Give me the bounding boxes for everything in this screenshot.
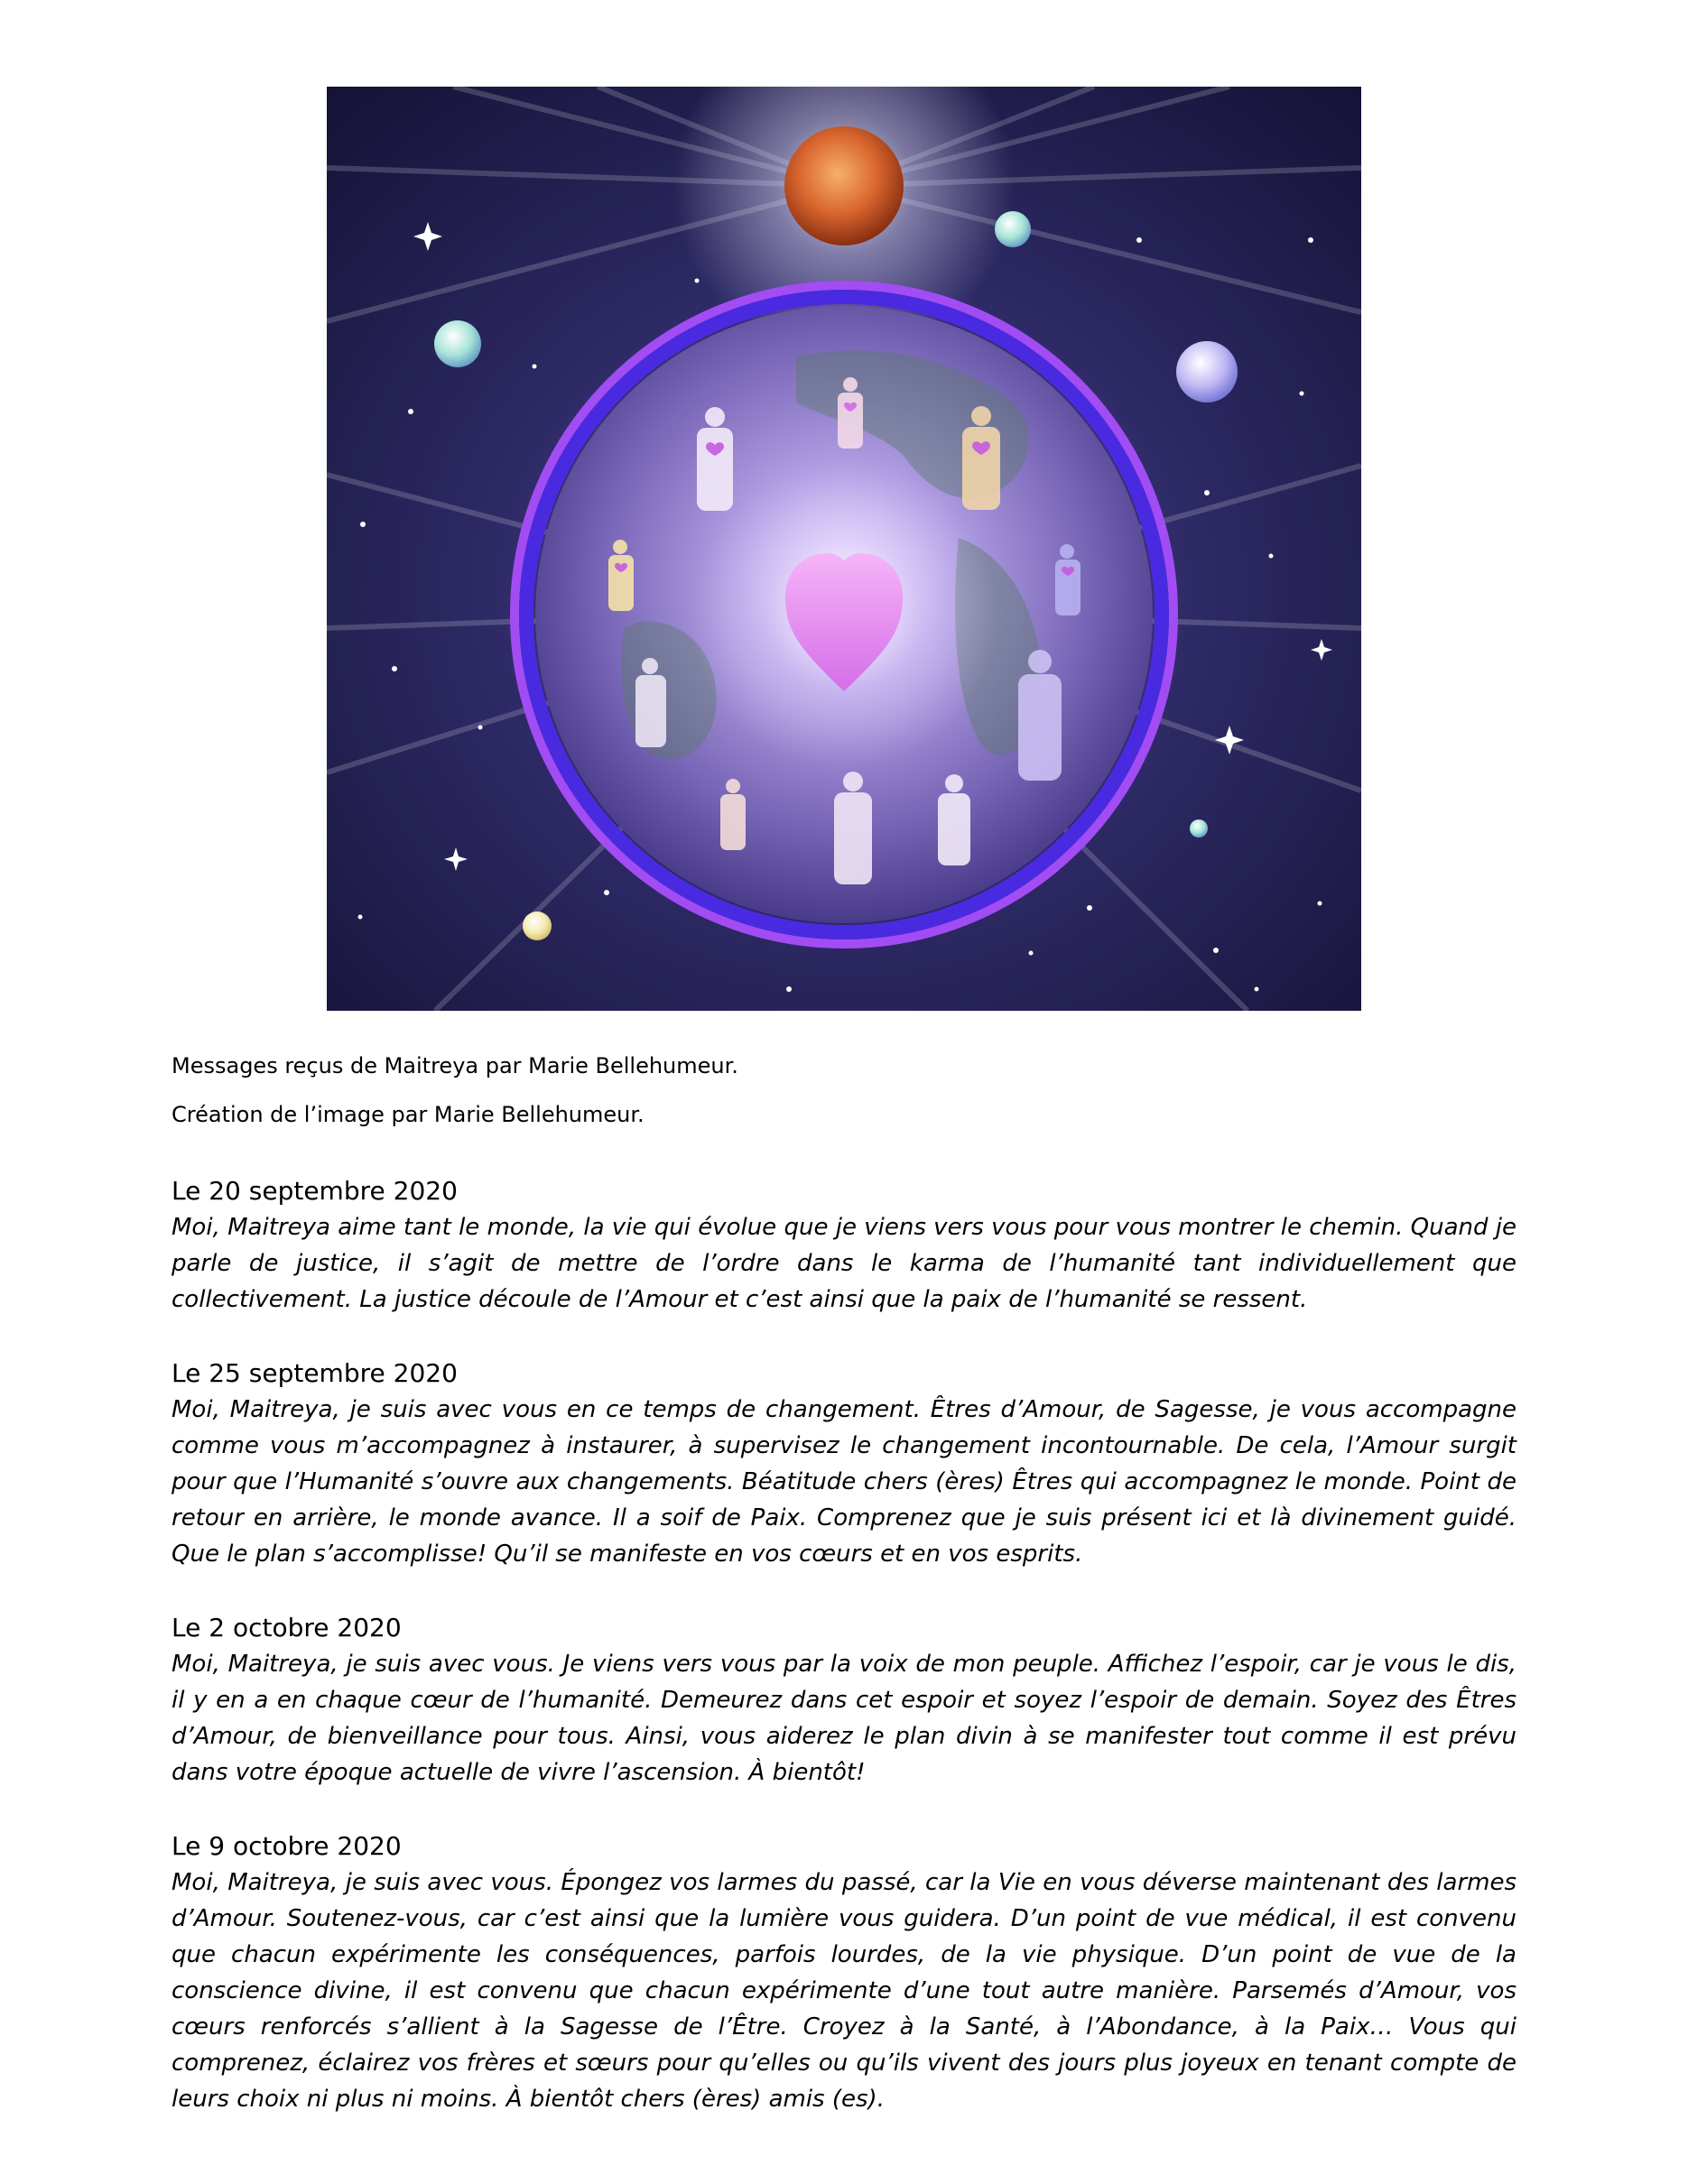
planet-tiny-teal	[1190, 819, 1208, 838]
message-text: Moi, Maitreya, je suis avec vous. Je viens vers vous par la voix de mon peuple. Affichez l’espoir, car je vous le dis, il y en a en chaque cœur de l’humanité. Demeurez dans cet espoir et soyez l’espoir de demain. Soyez des Êtres d’Amour, de bienveillance pour tous. Ainsi, vous aiderez le plan divin à se manifester tout comme il est prévu dans votre époque actuelle de vivre l’ascension. À bientôt!	[172, 1651, 1516, 1786]
messages-list	[172, 1173, 1516, 2155]
message-entry	[172, 1610, 1516, 1791]
credits	[172, 1049, 1516, 1146]
planet-yellow	[523, 912, 552, 940]
planet-teal	[434, 320, 481, 367]
message-text: Moi, Maitreya, je suis avec vous. Épongez vos larmes du passé, car la Vie en vous déverse maintenant des larmes d’Amour. Soutenez-vous, car c’est ainsi que la lumière vous guidera. D’un point de vue médical, il est convenu que chacun expérimente les conséquences, parfois lourdes, de la vie physique. D’un point de vue de la conscience divine, il est convenu que chacun expérimente d’une tout autre manière. Parsemés d’Amour, vos cœurs renforcés s’allient à la Sagesse de l’Être. Croyez à la Santé, à l’Abondance, à la Paix… Vous qui comprenez, éclairez vos frères et sœurs pour qu’elles ou qu’ils vivent des jours plus joyeux en tenant compte de leurs choix ni plus ni moins. À bientôt chers (ères) amis (es).	[172, 1869, 1516, 2113]
messages-credit: Messages reçus de Maitreya par Marie Bellehumeur.	[172, 1053, 738, 1078]
message-text: Moi, Maitreya, je suis avec vous en ce temps de changement. Êtres d’Amour, de Sagesse, je vous accompagne comme vous m’accompagnez à instaurer, à supervisez le changement incontournable. De cela, l’Amour surgit pour que l’Humanité s’ouvre aux changements. Béatitude chers (ères) Êtres qui accompagnez le monde. Point de retour en arrière, le monde avance. Il a soif de Paix. Comprenez que je suis présent ici et là divinement guidé. Que le plan s’accomplisse! Qu’il se manifeste en vos cœurs et en vos esprits.	[172, 1396, 1516, 1568]
message-date: Le 2 octobre 2020	[172, 1613, 402, 1643]
message-date: Le 20 septembre 2020	[172, 1176, 458, 1206]
message-entry	[172, 1356, 1516, 1572]
message-entry	[172, 1173, 1516, 1318]
cosmic-globe-artwork	[327, 87, 1361, 1011]
sun-planet	[784, 126, 904, 245]
message-date: Le 25 septembre 2020	[172, 1358, 458, 1388]
planet-violet	[1176, 341, 1238, 403]
message-entry	[172, 1828, 1516, 2117]
message-text: Moi, Maitreya aime tant le monde, la vie qui évolue que je viens vers vous pour vous montrer le chemin. Quand je parle de justice, il s’agit de mettre de l’ordre dans le karma de l’humanité tant individuellement que collectivement. La justice découle de l’Amour et c’est ainsi que la paix de l’humanité se ressent.	[172, 1214, 1516, 1313]
planet-small-white	[995, 211, 1031, 247]
message-date: Le 9 octobre 2020	[172, 1831, 402, 1861]
image-credit: Création de l’image par Marie Bellehumeur.	[172, 1102, 645, 1127]
